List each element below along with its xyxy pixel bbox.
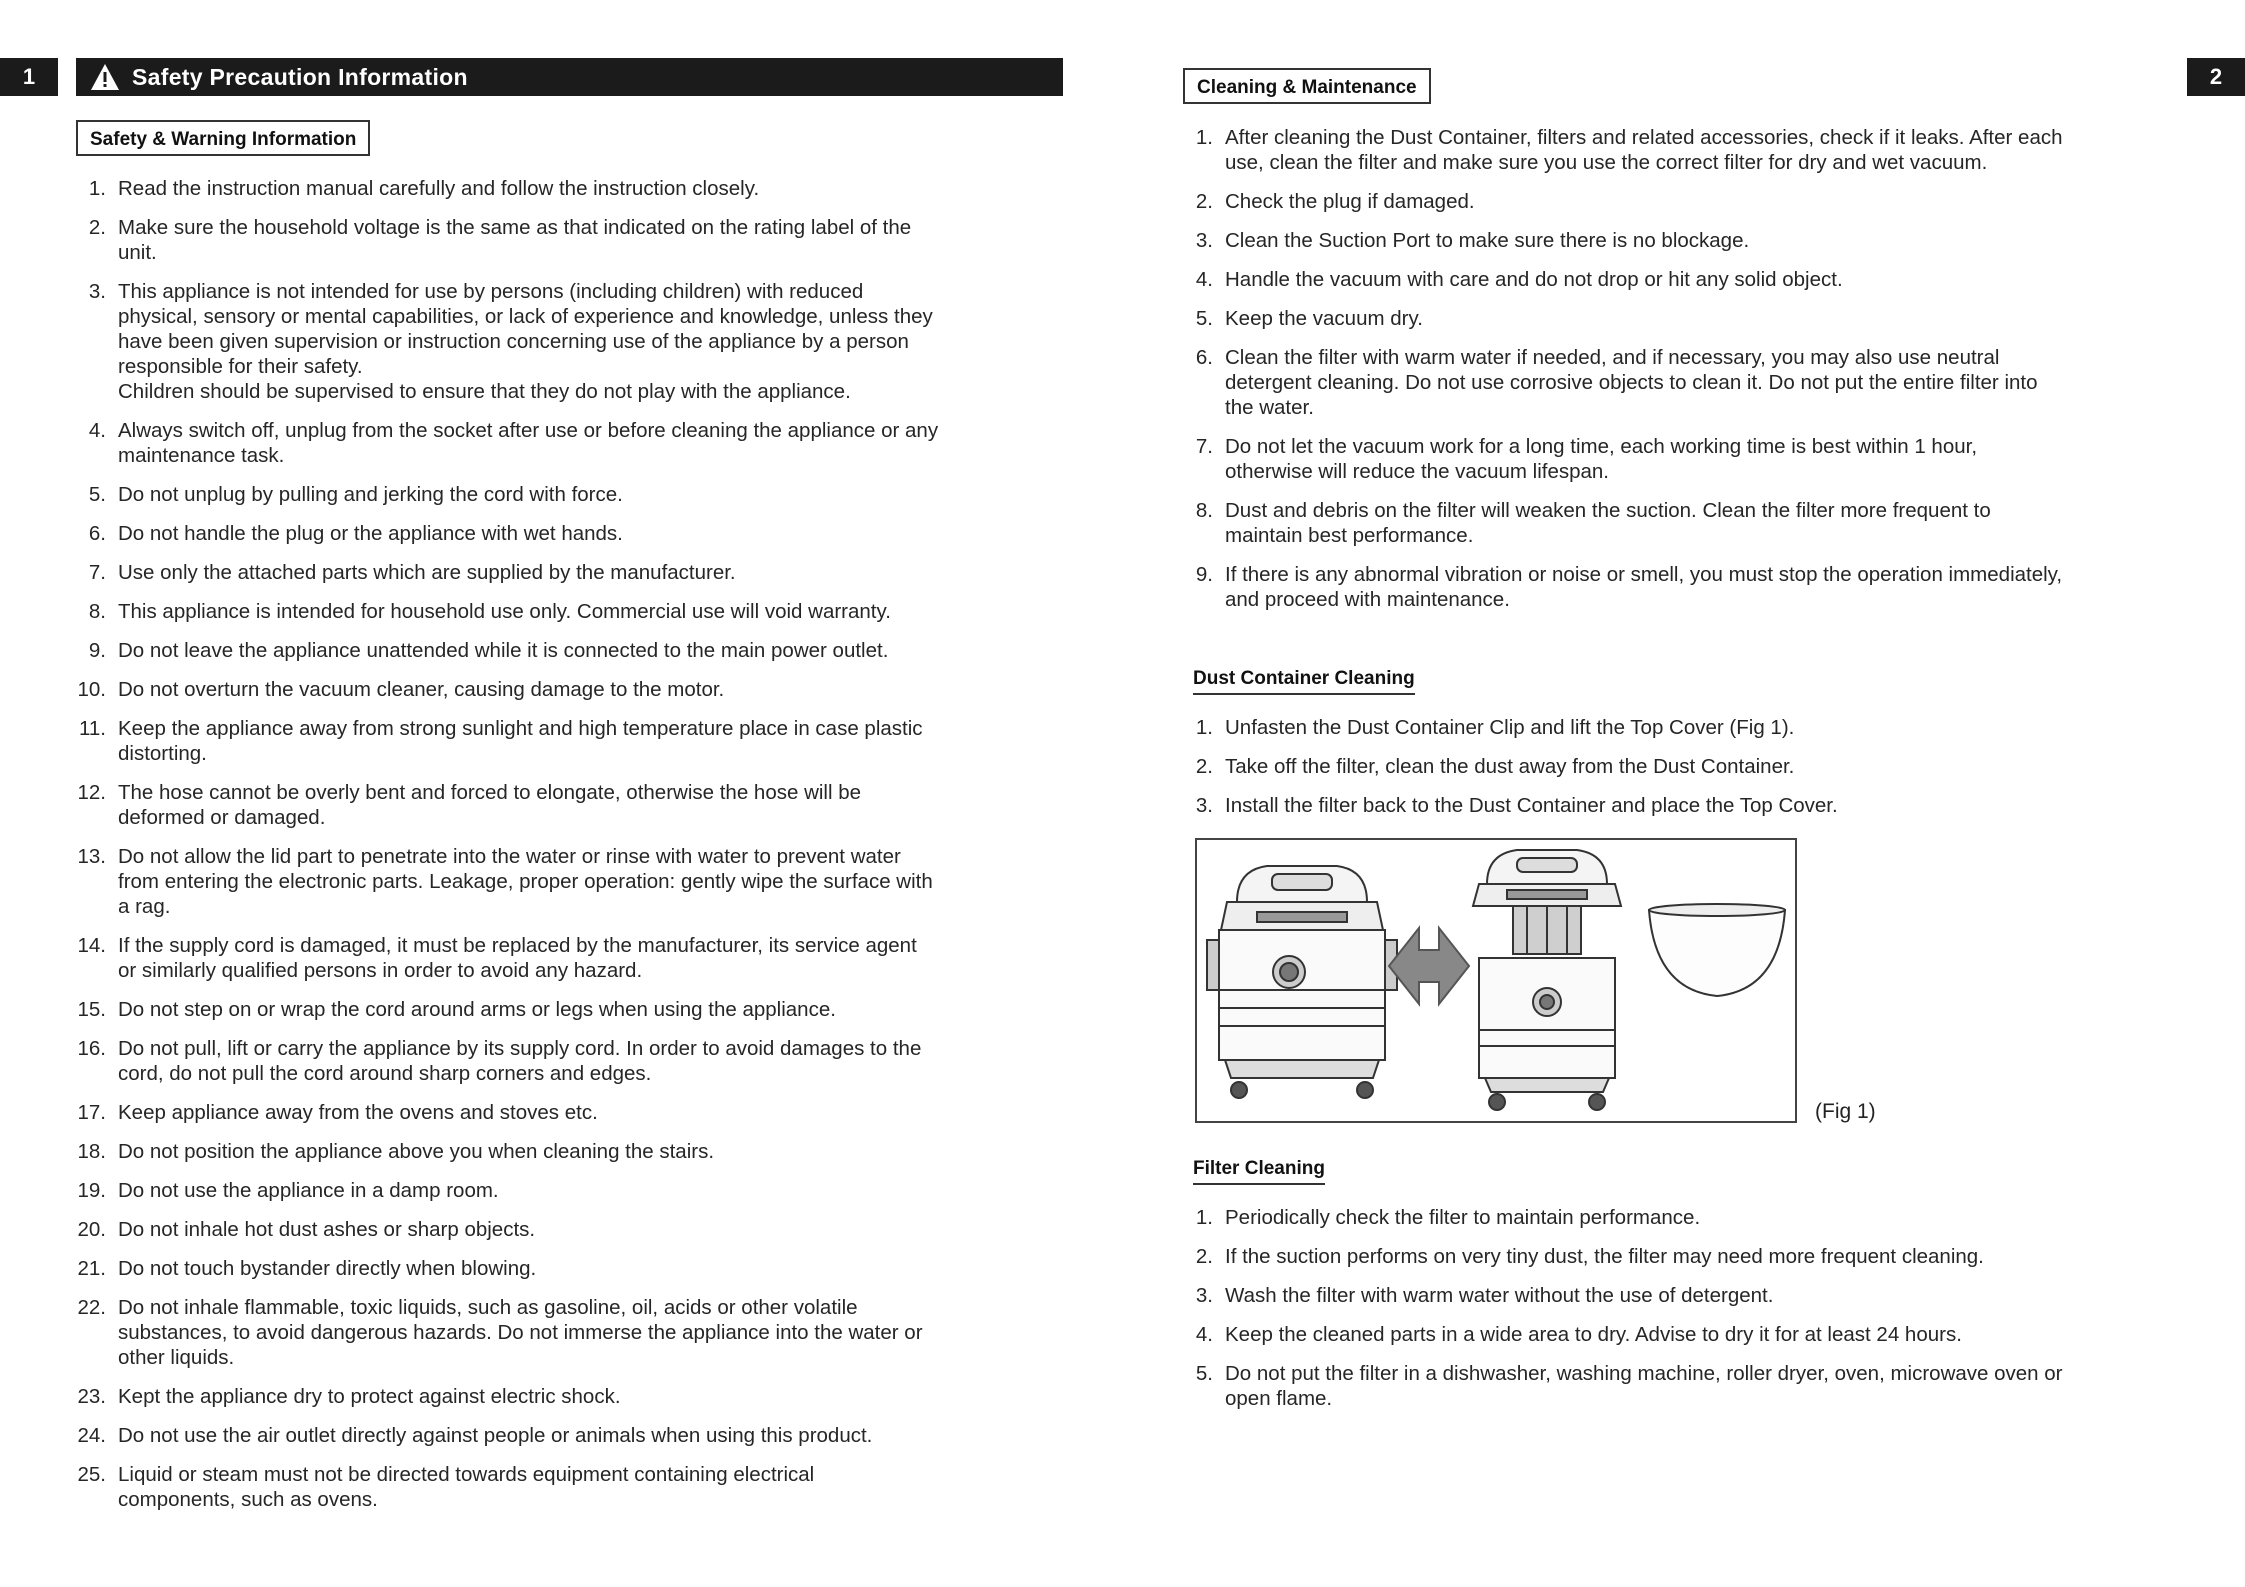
item-text: Do not leave the appliance unattended while it is connected to the main power outlet. bbox=[118, 639, 889, 662]
item-text: Do not overturn the vacuum cleaner, causing damage to the motor. bbox=[118, 678, 725, 701]
list-item bbox=[1183, 434, 2193, 484]
item-number: 25. bbox=[77, 1463, 106, 1486]
list-item bbox=[76, 279, 1076, 404]
item-text: Keep the vacuum dry. bbox=[1225, 307, 1423, 330]
item-text: Do not position the appliance above you when cleaning the stairs. bbox=[118, 1140, 715, 1163]
list-item bbox=[1183, 498, 2193, 548]
list-item bbox=[1183, 1244, 2193, 1269]
list-item bbox=[76, 1295, 1076, 1370]
item-text: or similarly qualified persons in order to avoid any hazard. bbox=[118, 959, 643, 982]
item-number: 7. bbox=[1195, 435, 1213, 458]
safety-list bbox=[76, 176, 1076, 1526]
list-item bbox=[76, 933, 1076, 983]
list-item bbox=[76, 215, 1076, 265]
list-item bbox=[76, 1217, 1076, 1242]
header-title: Safety Precaution Information bbox=[132, 63, 468, 90]
list-item bbox=[76, 521, 1076, 546]
list-item bbox=[76, 844, 1076, 919]
item-number: 1. bbox=[1195, 126, 1213, 149]
list-item bbox=[76, 418, 1076, 468]
item-number: 9. bbox=[1195, 563, 1213, 586]
list-item bbox=[1183, 345, 2193, 420]
list-item bbox=[76, 1178, 1076, 1203]
section-header bbox=[76, 58, 1063, 96]
item-number: 1. bbox=[1195, 716, 1213, 739]
item-text: a rag. bbox=[118, 895, 171, 918]
item-text: Do not put the filter in a dishwasher, washing machine, roller dryer, oven, microwave oven or bbox=[1225, 1362, 2063, 1385]
item-number: 6. bbox=[1195, 346, 1213, 369]
page-number: 1 bbox=[0, 58, 58, 96]
maintenance-list bbox=[1183, 125, 2193, 626]
item-text: If the supply cord is damaged, it must be replaced by the manufacturer, its service agent bbox=[118, 934, 917, 957]
list-item bbox=[76, 638, 1076, 663]
item-text: Keep the appliance away from strong sunlight and high temperature place in case plastic bbox=[118, 717, 923, 740]
dust-container-list bbox=[1183, 715, 2193, 832]
item-text: Wash the filter with warm water without the use of detergent. bbox=[1225, 1284, 1774, 1307]
safety-warning-title: Safety & Warning Information bbox=[76, 120, 370, 156]
item-text: physical, sensory or mental capabilities, or lack of experience and knowledge, unless they bbox=[118, 305, 933, 328]
item-text: otherwise will reduce the vacuum lifespan. bbox=[1225, 460, 1609, 483]
item-number: 3. bbox=[1195, 794, 1213, 817]
item-text: Kept the appliance dry to protect against electric shock. bbox=[118, 1385, 621, 1408]
filter-cleaning-list bbox=[1183, 1205, 2193, 1425]
item-text: Clean the filter with warm water if needed, and if necessary, you may also use neutral bbox=[1225, 346, 2000, 369]
item-number: 24. bbox=[77, 1424, 106, 1447]
item-text: Keep appliance away from the ovens and stoves etc. bbox=[118, 1101, 598, 1124]
item-text: Do not allow the lid part to penetrate into the water or rinse with water to prevent water bbox=[118, 845, 901, 868]
item-number: 22. bbox=[77, 1296, 106, 1319]
item-number: 3. bbox=[88, 280, 106, 303]
item-number: 18. bbox=[77, 1140, 106, 1163]
item-number: 16. bbox=[77, 1037, 106, 1060]
item-text: Do not inhale flammable, toxic liquids, such as gasoline, oil, acids or other volatile bbox=[118, 1296, 858, 1319]
item-text: Do not handle the plug or the appliance with wet hands. bbox=[118, 522, 623, 545]
item-number: 2. bbox=[88, 216, 106, 239]
item-text: Do not step on or wrap the cord around arms or legs when using the appliance. bbox=[118, 998, 836, 1021]
item-number: 13. bbox=[77, 845, 106, 868]
item-number: 5. bbox=[88, 483, 106, 506]
item-number: 23. bbox=[77, 1385, 106, 1408]
item-text: use, clean the filter and make sure you use the correct filter for dry and wet vacuum. bbox=[1225, 151, 1988, 174]
item-text: Do not use the air outlet directly against people or animals when using this product. bbox=[118, 1424, 873, 1447]
list-item bbox=[76, 1256, 1076, 1281]
item-number: 20. bbox=[77, 1218, 106, 1241]
item-text: detergent cleaning. Do not use corrosive objects to clean it. Do not put the entire filter into bbox=[1225, 371, 2038, 394]
item-number: 8. bbox=[1195, 499, 1213, 522]
item-text: open flame. bbox=[1225, 1387, 1333, 1410]
item-text: Take off the filter, clean the dust away from the Dust Container. bbox=[1225, 755, 1795, 778]
list-item bbox=[76, 560, 1076, 585]
cleaning-maintenance-title: Cleaning & Maintenance bbox=[1183, 68, 1431, 104]
dust-container-title: Dust Container Cleaning bbox=[1193, 668, 1415, 695]
list-item bbox=[76, 1036, 1076, 1086]
item-text: Always switch off, unplug from the socket after use or before cleaning the appliance or any bbox=[118, 419, 939, 442]
list-item bbox=[76, 1423, 1076, 1448]
item-text: the water. bbox=[1225, 396, 1314, 419]
item-text: Use only the attached parts which are supplied by the manufacturer. bbox=[118, 561, 736, 584]
item-text: Unfasten the Dust Container Clip and lift the Top Cover (Fig 1). bbox=[1225, 716, 1795, 739]
item-number: 15. bbox=[77, 998, 106, 1021]
list-item bbox=[1183, 125, 2193, 175]
list-item bbox=[1183, 715, 2193, 740]
item-number: 3. bbox=[1195, 229, 1213, 252]
warning-icon bbox=[90, 63, 120, 91]
item-text: Do not use the appliance in a damp room. bbox=[118, 1179, 499, 1202]
list-item bbox=[1183, 562, 2193, 612]
item-text: Liquid or steam must not be directed towards equipment containing electrical bbox=[118, 1463, 815, 1486]
item-number: 17. bbox=[77, 1101, 106, 1124]
list-item bbox=[1183, 754, 2193, 779]
item-text: If the suction performs on very tiny dust, the filter may need more frequent cleaning. bbox=[1225, 1245, 1984, 1268]
item-text: Do not let the vacuum work for a long time, each working time is best within 1 hour, bbox=[1225, 435, 1978, 458]
item-text: The hose cannot be overly bent and forced to elongate, otherwise the hose will be bbox=[118, 781, 862, 804]
list-item bbox=[1183, 1283, 2193, 1308]
item-text: substances, to avoid dangerous hazards. Do not immerse the appliance into the water or bbox=[118, 1321, 923, 1344]
item-number: 8. bbox=[88, 600, 106, 623]
page-number: 2 bbox=[2187, 58, 2245, 96]
item-text: components, such as ovens. bbox=[118, 1488, 378, 1511]
item-text: unit. bbox=[118, 241, 157, 264]
item-number: 21. bbox=[77, 1257, 106, 1280]
list-item bbox=[1183, 1361, 2193, 1411]
item-text: Handle the vacuum with care and do not drop or hit any solid object. bbox=[1225, 268, 1843, 291]
item-number: 4. bbox=[1195, 268, 1213, 291]
item-text: Do not touch bystander directly when blowing. bbox=[118, 1257, 537, 1280]
list-item bbox=[1183, 306, 2193, 331]
left-page bbox=[0, 0, 1122, 1587]
item-number: 11. bbox=[79, 717, 106, 740]
item-number: 2. bbox=[1195, 1245, 1213, 1268]
list-item bbox=[1183, 1322, 2193, 1347]
item-number: 2. bbox=[1195, 755, 1213, 778]
item-text: deformed or damaged. bbox=[118, 806, 326, 829]
item-number: 7. bbox=[88, 561, 106, 584]
item-text: Read the instruction manual carefully and follow the instruction closely. bbox=[118, 177, 760, 200]
list-item bbox=[1183, 189, 2193, 214]
list-item bbox=[76, 482, 1076, 507]
item-number: 14. bbox=[77, 934, 106, 957]
list-item bbox=[76, 997, 1076, 1022]
item-text: This appliance is not intended for use by persons (including children) with reduced bbox=[118, 280, 864, 303]
list-item bbox=[76, 677, 1076, 702]
item-text: Dust and debris on the filter will weaken the suction. Clean the filter more frequent to bbox=[1225, 499, 1991, 522]
item-number: 12. bbox=[77, 781, 106, 804]
item-text: responsible for their safety. bbox=[118, 355, 363, 378]
item-number: 3. bbox=[1195, 1284, 1213, 1307]
list-item bbox=[76, 599, 1076, 624]
item-text: Check the plug if damaged. bbox=[1225, 190, 1475, 213]
item-text: cord, do not pull the cord around sharp corners and edges. bbox=[118, 1062, 652, 1085]
item-text: distorting. bbox=[118, 742, 207, 765]
item-text: maintain best performance. bbox=[1225, 524, 1474, 547]
item-number: 5. bbox=[1195, 307, 1213, 330]
item-text: from entering the electronic parts. Leakage, proper operation: gently wipe the surface with bbox=[118, 870, 933, 893]
list-item bbox=[76, 1462, 1076, 1512]
item-number: 1. bbox=[88, 177, 106, 200]
list-item bbox=[76, 1139, 1076, 1164]
list-item bbox=[76, 1384, 1076, 1409]
item-text: If there is any abnormal vibration or noise or smell, you must stop the operation immediately, bbox=[1225, 563, 2063, 586]
item-text: Do not pull, lift or carry the appliance by its supply cord. In order to avoid damages to the bbox=[118, 1037, 922, 1060]
item-text: Make sure the household voltage is the same as that indicated on the rating label of the bbox=[118, 216, 912, 239]
list-item bbox=[76, 176, 1076, 201]
item-number: 4. bbox=[1195, 1323, 1213, 1346]
list-item bbox=[76, 716, 1076, 766]
vacuum-illustration bbox=[1197, 840, 1795, 1121]
list-item bbox=[1183, 1205, 2193, 1230]
item-text: After cleaning the Dust Container, filters and related accessories, check if it leaks. After each bbox=[1225, 126, 2063, 149]
item-text: and proceed with maintenance. bbox=[1225, 588, 1510, 611]
item-text: Install the filter back to the Dust Container and place the Top Cover. bbox=[1225, 794, 1838, 817]
list-item bbox=[1183, 228, 2193, 253]
item-number: 5. bbox=[1195, 1362, 1213, 1385]
list-item bbox=[76, 1100, 1076, 1125]
item-text: Do not unplug by pulling and jerking the cord with force. bbox=[118, 483, 623, 506]
item-text: Keep the cleaned parts in a wide area to dry. Advise to dry it for at least 24 hours. bbox=[1225, 1323, 1962, 1346]
filter-cleaning-title: Filter Cleaning bbox=[1193, 1158, 1325, 1185]
item-number: 10. bbox=[77, 678, 106, 701]
item-text: other liquids. bbox=[118, 1346, 235, 1369]
item-number: 4. bbox=[88, 419, 106, 442]
item-number: 1. bbox=[1195, 1206, 1213, 1229]
item-number: 2. bbox=[1195, 190, 1213, 213]
item-text: have been given supervision or instruction concerning use of the appliance by a person bbox=[118, 330, 909, 353]
list-item bbox=[1183, 793, 2193, 818]
item-text: This appliance is intended for household use only. Commercial use will void warranty. bbox=[118, 600, 891, 623]
item-number: 9. bbox=[88, 639, 106, 662]
item-number: 19. bbox=[77, 1179, 106, 1202]
list-item bbox=[76, 780, 1076, 830]
item-text: Clean the Suction Port to make sure there is no blockage. bbox=[1225, 229, 1750, 252]
figure-caption: (Fig 1) bbox=[1815, 1100, 1876, 1123]
figure-1 bbox=[1195, 838, 1797, 1123]
item-text: Do not inhale hot dust ashes or sharp objects. bbox=[118, 1218, 536, 1241]
item-text: Children should be supervised to ensure that they do not play with the appliance. bbox=[118, 380, 851, 403]
list-item bbox=[1183, 267, 2193, 292]
item-text: Periodically check the filter to maintain performance. bbox=[1225, 1206, 1701, 1229]
item-text: maintenance task. bbox=[118, 444, 285, 467]
item-number: 6. bbox=[88, 522, 106, 545]
